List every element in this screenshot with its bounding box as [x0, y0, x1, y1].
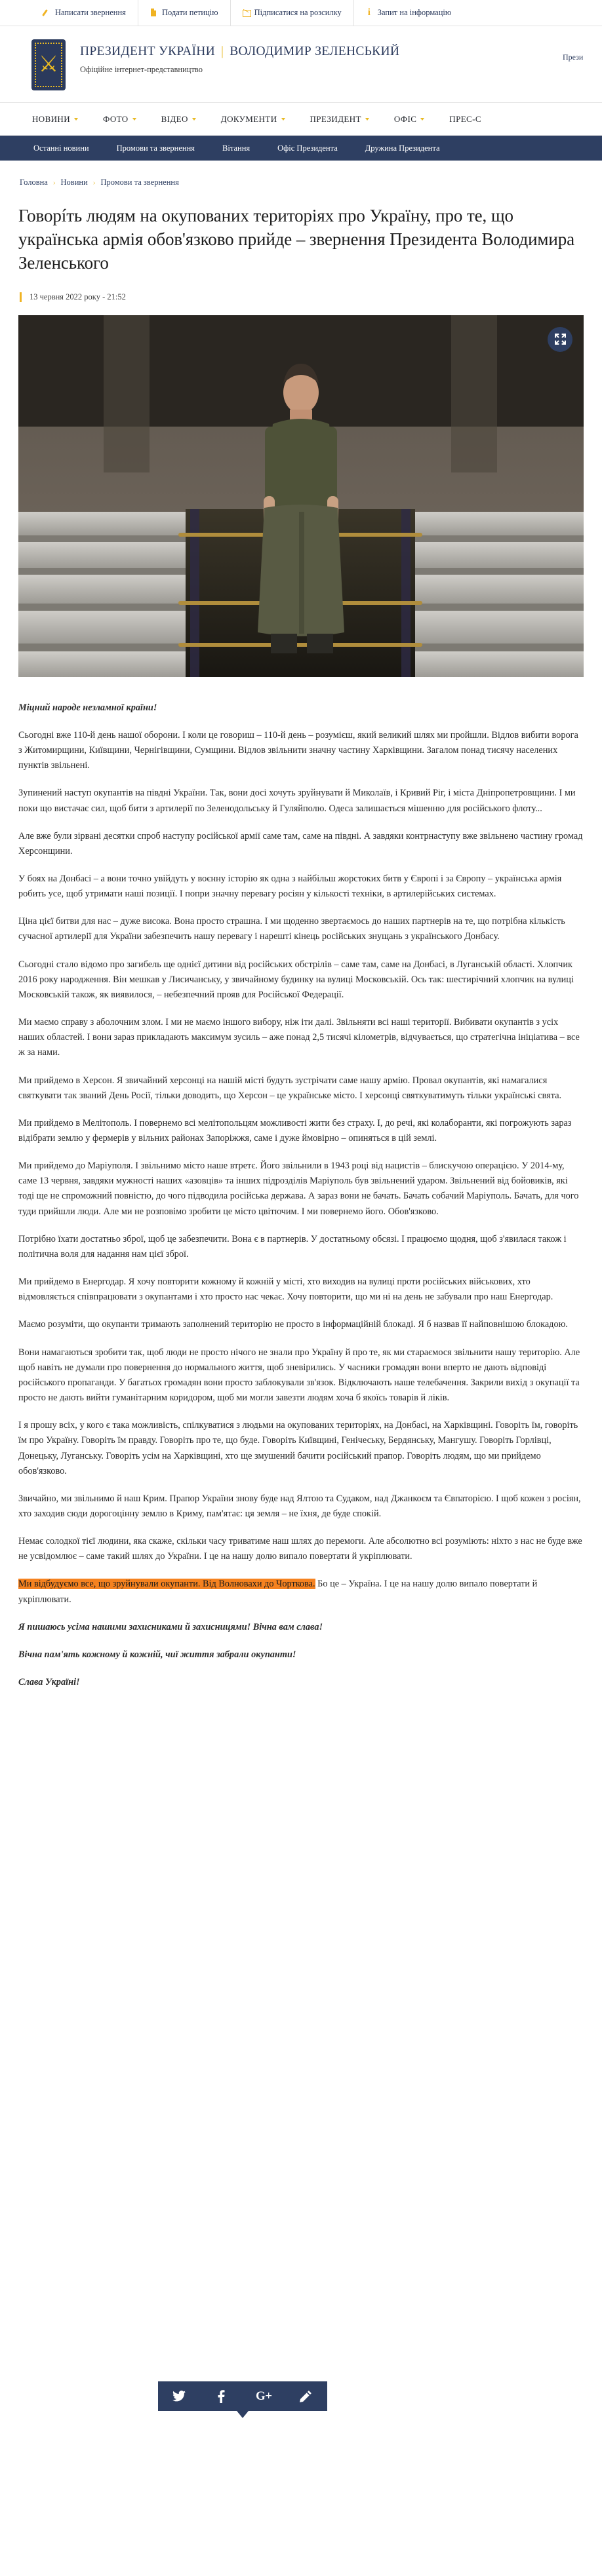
paragraph: Ми прийдемо в Мелітополь. І повернемо всі мелітопольцям можливості жити без страху. І, до речі, які колаборанти, які погрожують зараз відібрати землю у фермерів у вільних районах Запоріжжя, саме і дуже ймовірно – опиняться в цій землі. [18, 1117, 572, 1144]
topbar-item-label: Подати петицію [161, 8, 218, 17]
topbar-item-submit-petition[interactable] [138, 0, 231, 26]
paragraph: У боях на Донбасі – а вони точно увійдуть у воєнну історію як одна з найбільш жорстоких битв у Європі і за Європу – українська армія робить усе, щоб утримати наші позиції. І попри значну перевагу росіян у кількості техніки, в артилерійських системах. [18, 873, 562, 900]
subnav-item-greetings[interactable]: Вітання [222, 143, 251, 153]
paragraph-lead: Міцний народе незламної країни! [18, 702, 157, 713]
subnav-item-speeches[interactable]: Промови та звернення [116, 143, 195, 153]
site-title-separator: | [221, 45, 224, 58]
site-title-right: ВОЛОДИМИР ЗЕЛЕНСЬКИЙ [230, 45, 400, 58]
paragraph-tail: Бо це – Україна. І це на нашу долю випало повертати й укріплювати. [18, 1579, 538, 1605]
paragraph: Ми маємо справу з аболочним злом. І ми не маємо іншого вибору, ніж іти далі. Звільняти всі наші території. Вибивати окупантів з усіх наших областей. І вони зараз прикладають максимум зусиль – аже понад 2,5 тисячі кілометрів, відчувається, що стратегічна ініціатива – все ж за нами. [18, 1017, 580, 1058]
subnav-item-presidents-office[interactable]: Офіс Президента [277, 143, 338, 153]
masthead-right-clipped-text: Прези [563, 52, 584, 62]
page-title: Говорíть людям на окупованих територіях про Україну, про те, що українська армія обов'язково прийде – звернення Президента Володимира Зеленського [18, 206, 575, 273]
nav-item-label: ПРЕЗИДЕНТ [310, 113, 361, 124]
masthead [0, 26, 602, 103]
expand-fullscreen-icon[interactable] [548, 327, 572, 352]
topbar-item-info-request[interactable] [354, 0, 463, 26]
article-timestamp: 13 червня 2022 року - 21:52 [30, 292, 126, 301]
subnav-item-latest-news[interactable]: Останні новини [33, 143, 89, 153]
paragraph: Ми прийдемо до Маріуполя. І звільнимо місто наше втретє. Його звільнили в 1943 році від нацистів – блискучою операцією. У 2014-му, саме 13 червня, завдяки мужності наших «азовців» та інших підрозділів Маріуполь був звільнений ударом. Звільнений від бойовиків, які тоді ще не спроможний повністю, до чого підводила російська держава. А зараз вони не бачать. Бачать собачий Маріуполь. Бачать, для чого туди прийшли люди. Але ми не розповімо зробити це місто цвітючим. І ми повернемо його. Обов'язково. [18, 1161, 579, 1217]
topbar-item-write-appeal[interactable] [31, 0, 138, 26]
paragraph: Зупинений наступ окупантів на півдні України. Так, вони досі хочуть зруйнувати й Миколаїв, і Кривий Ріг, і міста Дніпропетровщини. І ми поки що вистачає сил, щоб бити з артилерії по Зеленодольську й Гуляйполю. Одеса залишається мішенню для російського флоту... [18, 788, 576, 814]
paragraph-with-selection [18, 1577, 584, 1607]
breadcrumb [18, 161, 584, 187]
nav-item-president[interactable] [298, 114, 382, 125]
paragraph: Ми прийдемо в Херсон. Я звичайний херсонці на нашій місті будуть зустрічати саме нашу армію. Провал окупантів, які намагалися святкувати так званий День Росії, тільки доводить, що Херсон – це українське місто. І херсонці святкуватимуть тільки українські свята. [18, 1075, 562, 1101]
article-photo[interactable] [18, 315, 584, 677]
expand-arrows-glyph [555, 334, 566, 345]
utility-topbar [0, 0, 602, 26]
paragraph: Немає солодкої тієї людини, яка скаже, скільки часу триватиме наш шлях до перемоги. Але абсолютно всі розуміють: ніхто з нас не буде вже не усвідомлює – саме такий шлях до України. І це на нашу долю випало повертати й укріплювати. [18, 1536, 582, 1562]
chevron-down-icon [281, 118, 285, 121]
paragraph: Ми прийдемо в Енергодар. Я хочу повторити кожному й кожній у місті, хто виходив на вулиці проти російських військових, хто відмовляється співпрацювати з окупантами і хто просто нас чекає. Хочу повторити, що ми ні на день не забували про наш Енергодар. [18, 1277, 553, 1303]
nav-item-label: ДОКУМЕНТИ [220, 113, 277, 124]
share-facebook-button[interactable] [207, 2381, 236, 2411]
paragraph: Але вже були зірвані десятки спроб наступу російської армії саме там, саме на півдні. А завдяки контрнаступу вже звільнено частину громад Херсонщини. [18, 830, 583, 856]
photo-illustration [18, 315, 584, 677]
selection-share-popup [158, 2381, 327, 2411]
paragraph-closing: Я пишаюсь усіма нашими захисниками й захисницями! Вічна вам слава! [18, 1621, 323, 1632]
paragraph-closing: Слава Україні! [18, 1677, 80, 1688]
nav-item-label: НОВИНИ [32, 113, 71, 124]
topbar-item-subscribe[interactable] [231, 0, 354, 26]
date-accent-bar [20, 292, 22, 302]
envelope-icon [243, 9, 250, 17]
site-subtitle: Офіційне інтернет-представництво [80, 65, 203, 74]
nav-item-label: ФОТО [103, 113, 129, 124]
subnav-item-first-lady[interactable]: Дружина Президента [365, 143, 440, 153]
nav-item-news[interactable] [20, 114, 90, 125]
chevron-down-icon [420, 118, 424, 121]
breadcrumb-home[interactable]: Головна [20, 178, 48, 187]
main-navigation [0, 103, 602, 136]
nav-item-photo[interactable] [90, 114, 149, 125]
pencil-edit-icon [300, 2390, 312, 2402]
pencil-icon [43, 9, 50, 17]
document-icon [150, 9, 157, 17]
chevron-down-icon [74, 118, 78, 121]
nav-item-label: ПРЕС-С [449, 113, 481, 124]
twitter-icon [172, 2391, 186, 2402]
paragraph: І я прошу всіх, у кого є така можливість, спілкуватися з людьми на окупованих територіях, на Донбасі, на Харківщині. Говоріть їм, говоріть їм про Україну. Говоріть їм правду. Говоріть про те, що буде. Говоріть Київщині, Генічеську, Бердянську, Мангушу. Говоріть Горлівці, Донецьку, Луганську. Говоріть усім на Харківщині, хто ще змушений бачити російський прапор. Говоріть людям, що ми прийдемо обов'язково. [18, 1420, 578, 1476]
paragraph: Потрібно їхати достатньо зброї, щоб це забезпечити. Вона є в партнерів. У достатньому обсязі. І працюємо щодня, щоб з'явилася також і політична воля для надання нам цієї зброї. [18, 1233, 567, 1259]
paragraph: Сьогодні стало відомо про загибель ще однієї дитини від російських обстрілів – саме там, саме на Донбасі, в Луганській області. Хлопчик 2016 року народження. Він мешкав у Лисичанську, у звичайному будинку на вулиці Московській. Ось так: шестирічний хлопчик на вулиці Московській також, як виявилося, – небезпечний прояв для Російської Федерації. [18, 959, 574, 1000]
paragraph: Сьогодні вже 110-й день нашої оборони. І коли це говориш – 110-й день – розумієш, який великий шлях ми пройшли. Відлов вибити ворога з Житомирщини, Київщини, Чернігівщини, Сумщини. Відлов звільнити значну частину Харківщини. Загалом понад тисячу населених пунктів звільнені. [18, 729, 578, 771]
chevron-down-icon [192, 118, 196, 121]
nav-item-video[interactable] [149, 114, 209, 125]
site-title-left: ПРЕЗИДЕНТ УКРАЇНИ [80, 45, 216, 58]
content-wrapper [0, 161, 602, 1706]
article-body [18, 701, 584, 1707]
paragraph-closing: Вічна пам'ять кожному й кожній, чиї життя забрали окупанти! [18, 1649, 296, 1660]
selected-text-highlight: Ми відбудуємо все, що зруйнували окупанти. Від Волновахи до Чорткова. [18, 1579, 315, 1590]
share-twitter-button[interactable] [165, 2381, 193, 2411]
facebook-icon [218, 2390, 225, 2403]
share-quote-button[interactable] [292, 2381, 321, 2411]
nav-item-press-service[interactable] [437, 114, 494, 125]
breadcrumb-separator-icon: › [52, 178, 56, 187]
section-subnavigation [0, 136, 602, 161]
nav-item-label: ОФІС [393, 113, 417, 124]
utility-topbar-list [31, 0, 463, 26]
paragraph: Маємо розуміти, що окупанти тримають заполнений територію не просто в інформаційній блокаді. Я б назвав її найповнішою блокадою. [18, 1319, 568, 1330]
paragraph: Ціна цієї битви для нас – дуже висока. Вона просто страшна. І ми щоденно звертаємось до наших партнерів на те, що потрібна кількість сучасної артилерії для України забезпечить нашу перевагу і нарешті кінець російських знущань з українського Донбасу. [18, 916, 565, 942]
breadcrumb-separator-icon: › [92, 178, 96, 187]
google-plus-icon: G+ [255, 2389, 272, 2403]
topbar-item-label: Написати звернення [55, 8, 126, 17]
chevron-down-icon [365, 118, 369, 121]
topbar-item-label: Підписатися на розсилку [254, 8, 342, 17]
article-date-row [18, 292, 584, 302]
nav-item-office[interactable] [382, 114, 437, 125]
topbar-item-label: Запит на інформацію [377, 8, 452, 17]
breadcrumb-current: Промови та звернення [100, 178, 179, 187]
site-title[interactable] [80, 45, 399, 59]
ukraine-trident-crest-icon[interactable] [31, 39, 66, 90]
info-icon [366, 9, 373, 17]
share-google-plus-button[interactable] [249, 2381, 278, 2411]
trident-glyph: ⚔ [38, 52, 59, 77]
brand-block [80, 39, 399, 75]
breadcrumb-news[interactable]: Новини [60, 178, 88, 187]
nav-item-label: ВІДЕО [161, 113, 188, 124]
chevron-down-icon [132, 118, 136, 121]
nav-item-documents[interactable] [209, 114, 298, 125]
paragraph: Звичайно, ми звільнимо й наш Крим. Прапор України знову буде над Ялтою та Судаком, над Джанкоєм та Євпаторією. І щоб кожен з росіян, хто заходив сюди дорогоцінну землю в Криму, пам'ятає: ця земля – не їхня, де буде спокій. [18, 1493, 581, 1519]
paragraph: Вони намагаються зробити так, щоб люди не просто нічого не знали про Україну й про те, як ми стараємося звільнити нашу територію. Але щоб навіть не думали про повернення до нормального життя, щоб зневірились. У часники громадян вони вперто не дають відповіді російського пропаганди. У багатьох громадян вони просто заблокували зв'язок. Відключають наше телебачення. Закрили вихід з окупації та просто не дають вийти гуманітарним коридором, щоб ми могли завезти людям хоча б якоїсь товарів й ліків. [18, 1347, 580, 1404]
